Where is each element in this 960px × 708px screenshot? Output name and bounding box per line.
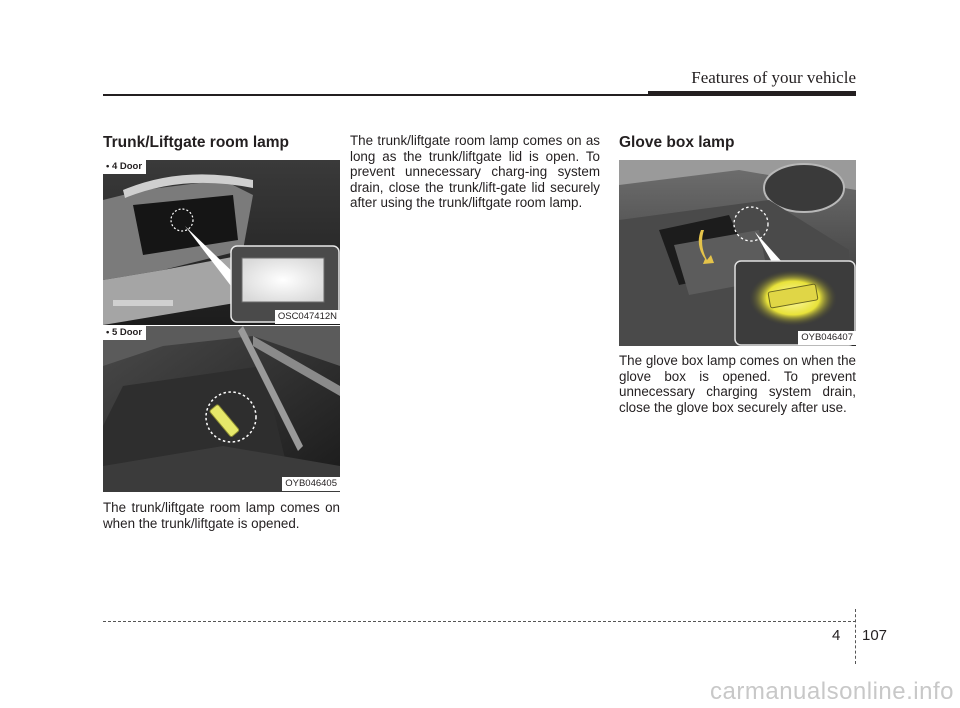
image-code-4door: OSC047412N bbox=[275, 310, 340, 324]
tag-5-door: • 5 Door bbox=[103, 326, 146, 340]
trunk-5door-photo bbox=[103, 326, 340, 492]
image-code-5door: OYB046405 bbox=[282, 477, 340, 491]
glove-box-photo bbox=[619, 160, 856, 346]
trunk-4door-photo bbox=[103, 160, 340, 325]
tag-4-door: • 4 Door bbox=[103, 160, 146, 174]
page-number: 107 bbox=[862, 627, 888, 644]
trunk-lamp-note: The trunk/liftgate room lamp comes on as long as the trunk/liftgate lid is open. To prevent unnecessary charg-ing system drain, close the trunk/lift-gate lid securely after using the trunk/liftgate room lamp. bbox=[350, 133, 600, 211]
chapter-number: 4 bbox=[832, 627, 841, 644]
trunk-lamp-caption: The trunk/liftgate room lamp comes on when the trunk/liftgate is opened. bbox=[103, 500, 340, 531]
glove-box-lamp-heading: Glove box lamp bbox=[619, 134, 735, 151]
trunk-5door-illustration bbox=[103, 326, 340, 492]
glove-box-lamp-text: The glove box lamp comes on when the glove box is opened. To prevent unnecessary charging system drain, close the glove box securely after use. bbox=[619, 353, 856, 415]
glove-box-illustration bbox=[619, 160, 856, 346]
footer-rule bbox=[103, 621, 856, 622]
trunk-4door-illustration bbox=[103, 160, 340, 325]
footer-divider bbox=[855, 609, 856, 664]
trunk-lamp-heading: Trunk/Liftgate room lamp bbox=[103, 134, 290, 151]
running-header: Features of your vehicle bbox=[691, 68, 856, 87]
header-bar bbox=[648, 91, 856, 96]
image-code-glovebox: OYB046407 bbox=[798, 331, 856, 345]
watermark: carmanualsonline.info bbox=[710, 678, 954, 705]
